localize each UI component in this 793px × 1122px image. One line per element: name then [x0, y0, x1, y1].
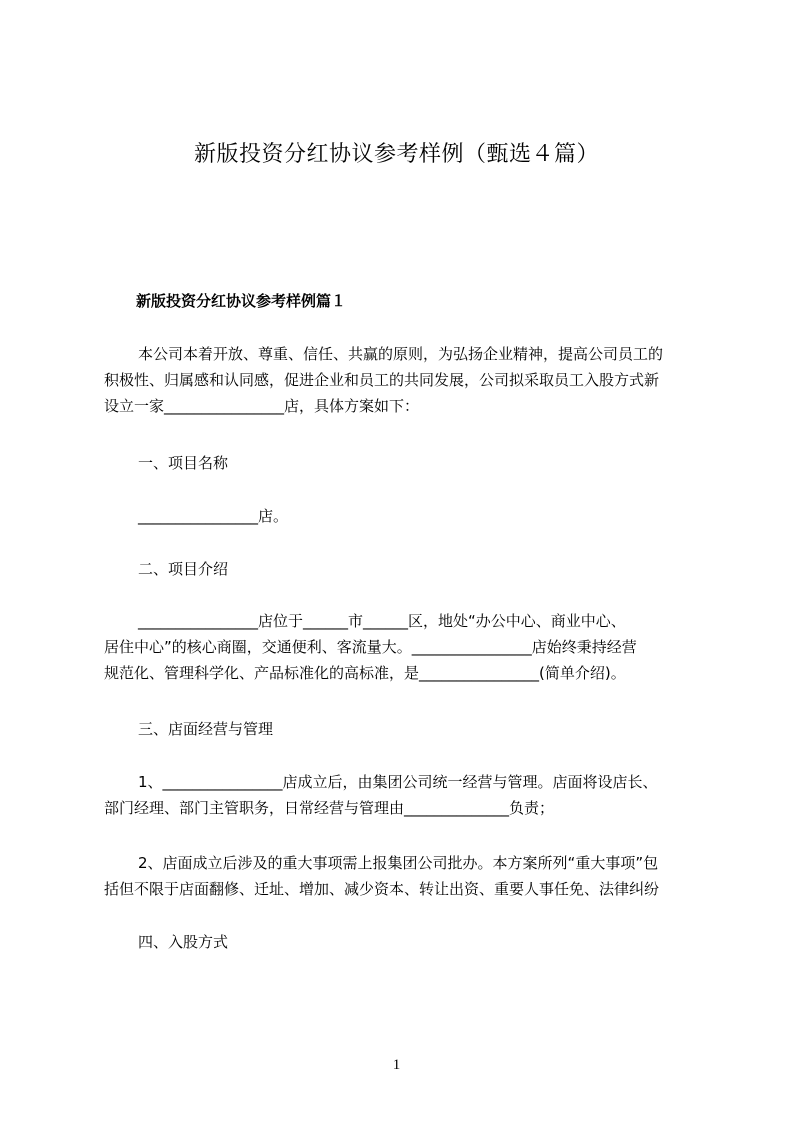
page-number: 1: [392, 1057, 401, 1073]
project-name-text: ________________店。: [138, 507, 289, 525]
heading-store-management-text: 三、店面经营与管理: [138, 720, 274, 738]
project-intro-line-2: 居住中心”的核心商圈，交通便利、客流量大。________________店始终秉持经营: [104, 638, 637, 656]
management-p2-line-2: 括但不限于店面翻修、迁址、增加、减少资本、转让出资、重要人事任免、法律纠纷: [104, 880, 660, 898]
management-paragraph-1: [104, 769, 704, 821]
heading-project-intro-text: 二、项目介绍: [138, 560, 229, 578]
heading-store-management: [104, 716, 704, 742]
management-line-1: 1、________________店成立后，由集团公司统一经营与管理。店面将设店长、: [138, 773, 658, 791]
management-paragraph-2: [104, 850, 704, 902]
section-heading: 新版投资分红协议参考样例篇１: [136, 292, 347, 310]
heading-project-intro: [104, 556, 704, 582]
project-intro-line-1: ________________店位于______市______区，地处“办公中心、商业中心、: [138, 612, 626, 630]
heading-share-method-text: 四、入股方式: [138, 933, 229, 951]
document-title: 新版投资分红协议参考样例（甄选４篇）: [193, 142, 599, 167]
intro-line-3: 设立一家________________店，具体方案如下：: [104, 397, 420, 415]
intro-line-1: 本公司本着开放、尊重、信任、共赢的原则，为弘扬企业精神，提高公司员工的: [138, 345, 664, 363]
heading-project-name: [104, 450, 704, 476]
intro-paragraph: [104, 341, 704, 419]
intro-line-2: 积极性、归属感和认同感，促进企业和员工的共同发展，公司拟采取员工入股方式新: [104, 371, 660, 389]
heading-project-name-text: 一、项目名称: [138, 454, 229, 472]
project-intro-line-3: 规范化、管理科学化、产品标准化的高标准，是________________(简单介绍)。: [104, 664, 626, 682]
heading-share-method: [104, 929, 704, 955]
project-name-paragraph: [104, 503, 704, 529]
management-line-2: 部门经理、部门主管职务，日常经营与管理由______________负责；: [104, 799, 555, 817]
management-p2-line-1: 2、店面成立后涉及的重大事项需上报集团公司批办。本方案所列“重大事项”包: [138, 854, 659, 872]
project-intro-paragraph: [104, 608, 704, 686]
